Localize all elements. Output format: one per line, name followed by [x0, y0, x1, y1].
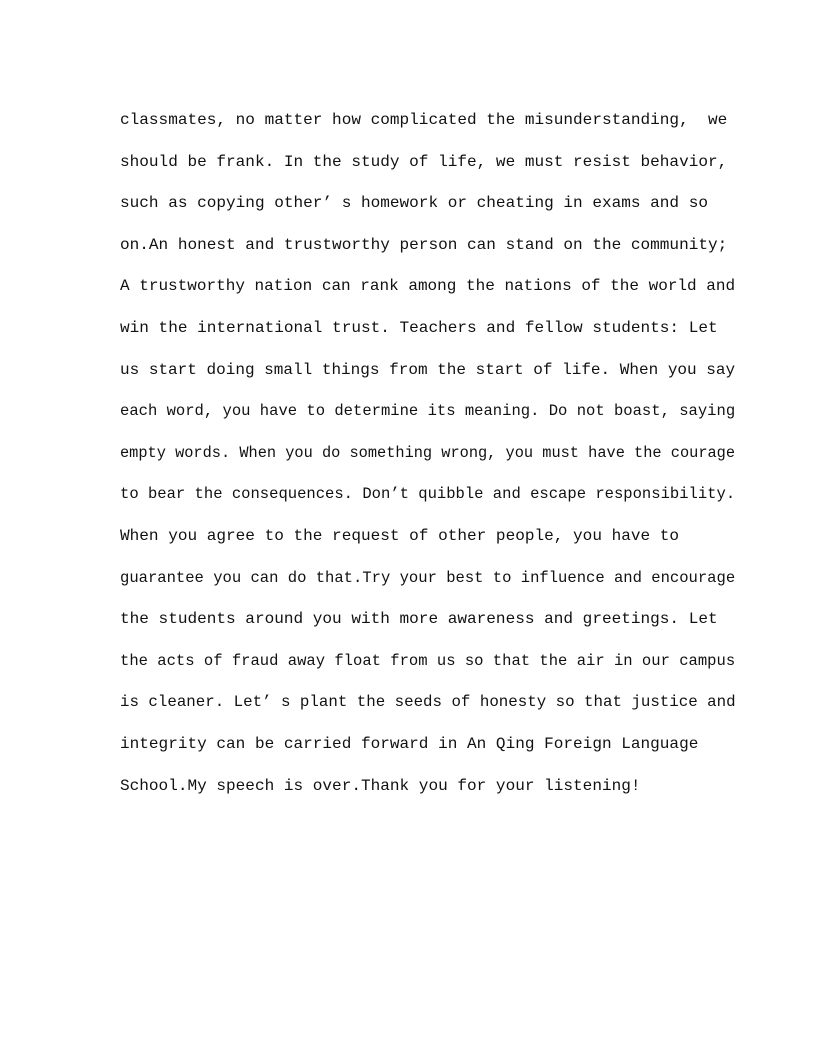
text-line-11: When you agree to the request of other people, you have to: [120, 526, 680, 545]
text-line-2: should be frank. In the study of life, we must resist behavior,: [120, 152, 728, 171]
speech-body-text: [120, 107, 740, 814]
text-line-3: such as copying other’ s homework or cheating in exams and so: [120, 194, 708, 213]
text-line-4: on.An honest and trustworthy person can stand on the community;: [120, 235, 728, 254]
text-line-5: A trustworthy nation can rank among the nations of the world and: [120, 277, 736, 296]
text-line-15: is cleaner. Let’ s plant the seeds of honesty so that justice and: [120, 693, 736, 712]
text-line-7: us start doing small things from the start of life. When you say: [120, 360, 736, 379]
text-line-10: to bear the consequences. Don’t quibble and escape responsibility.: [120, 485, 736, 504]
text-line-17: School.My speech is over.Thank you for your listening!: [120, 776, 641, 795]
text-line-16: integrity can be carried forward in An Qing Foreign Language: [120, 734, 699, 753]
text-line-1: classmates, no matter how complicated the misunderstanding, we: [120, 111, 728, 129]
text-line-9: empty words. When you do something wrong, you must have the courage: [120, 443, 736, 462]
text-line-13: the students around you with more awareness and greetings. Let: [120, 610, 718, 629]
text-line-6: win the international trust. Teachers and fellow students: Let: [120, 318, 718, 337]
text-line-8: each word, you have to determine its meaning. Do not boast, saying: [120, 402, 736, 421]
text-line-14: the acts of fraud away float from us so that the air in our campus: [120, 651, 736, 670]
text-line-12: guarantee you can do that.Try your best to influence and encourage: [120, 568, 736, 587]
